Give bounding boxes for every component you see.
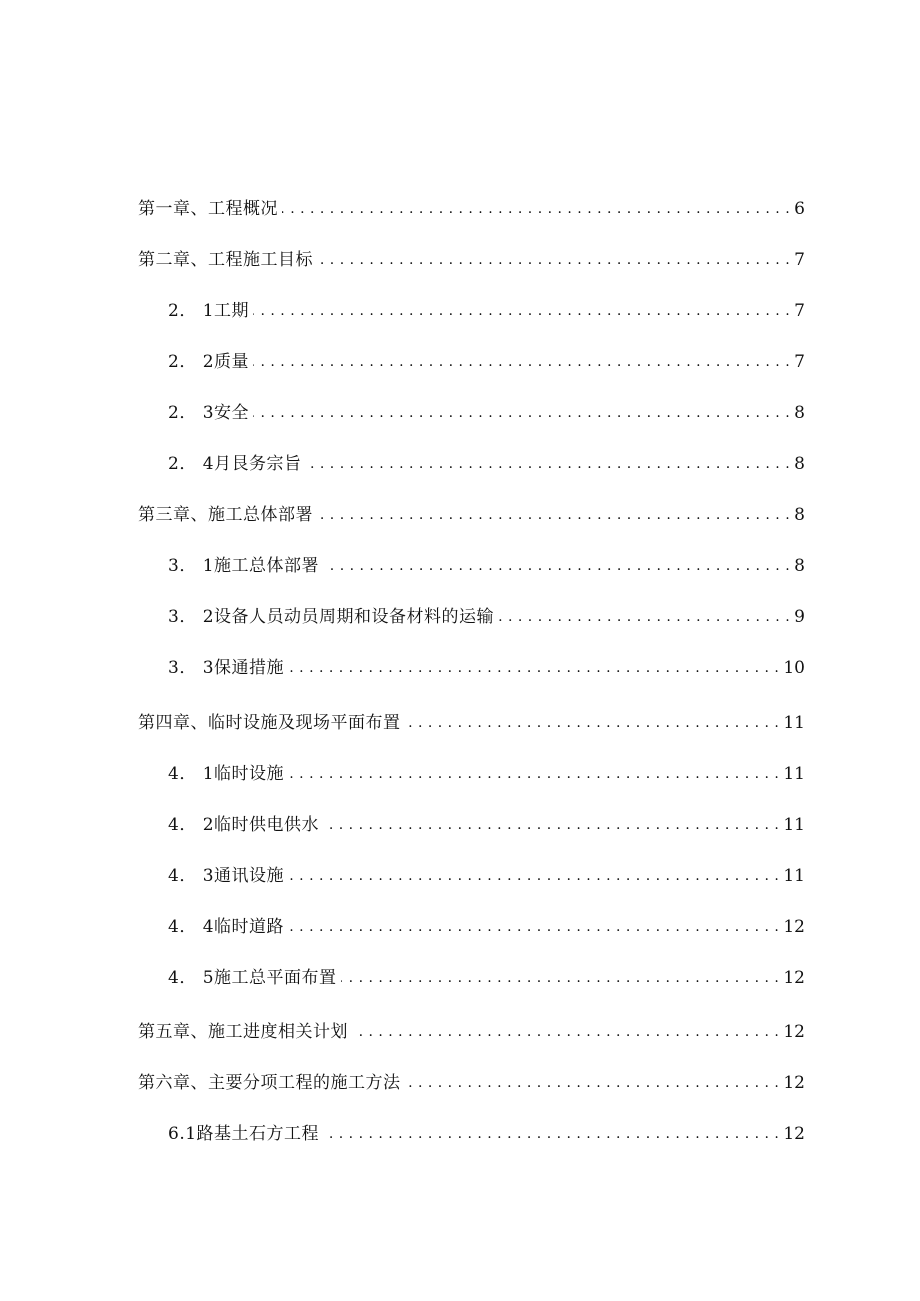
toc-entry-label: 2． 4月艮务宗旨 bbox=[168, 454, 302, 474]
toc-entry-label: 6.1路基土石方工程 bbox=[168, 1124, 320, 1144]
toc-dot-leader bbox=[288, 662, 779, 674]
toc-entry-section-2-4[interactable] bbox=[168, 441, 805, 475]
toc-entry-label: 第四章、临时设施及现场平面布置 bbox=[138, 713, 401, 733]
toc-entry-label: 4． 4临时道路 bbox=[168, 917, 285, 937]
toc-entry-section-2-3[interactable] bbox=[168, 390, 805, 424]
toc-dot-leader bbox=[288, 921, 779, 933]
toc-entry-label: 第一章、工程概况 bbox=[138, 199, 278, 219]
toc-dot-leader bbox=[253, 305, 790, 317]
toc-page-number: 7 bbox=[794, 352, 805, 372]
toc-page-number: 7 bbox=[794, 250, 805, 270]
toc-entry-chapter-2[interactable] bbox=[138, 237, 805, 271]
toc-entry-chapter-6[interactable] bbox=[138, 1060, 805, 1094]
toc-page-number: 12 bbox=[783, 1073, 805, 1093]
toc-dot-leader bbox=[253, 356, 790, 368]
toc-dot-leader bbox=[282, 203, 790, 215]
toc-page-number: 6 bbox=[794, 199, 805, 219]
toc-entry-section-4-4[interactable] bbox=[168, 904, 805, 938]
toc-entry-label: 4． 3通讯设施 bbox=[168, 866, 285, 886]
toc-page-number: 12 bbox=[783, 1124, 805, 1144]
toc-entry-label: 第五章、施工进度相关计划 bbox=[138, 1022, 348, 1042]
toc-page-number: 8 bbox=[794, 454, 805, 474]
toc-entry-chapter-1[interactable] bbox=[138, 186, 805, 220]
toc-page-number: 8 bbox=[794, 556, 805, 576]
toc-entry-section-4-2[interactable] bbox=[168, 802, 805, 836]
toc-entry-label: 第二章、工程施工目标 bbox=[138, 250, 313, 270]
toc-entry-section-4-1[interactable] bbox=[168, 751, 805, 785]
toc-dot-leader bbox=[352, 1026, 779, 1038]
toc-dot-leader bbox=[306, 458, 791, 470]
toc-entry-chapter-3[interactable] bbox=[138, 492, 805, 526]
toc-entry-label: 3． 2设备人员动员周期和设备材料的运输 bbox=[168, 607, 495, 627]
toc-dot-leader bbox=[288, 870, 779, 882]
toc-entry-section-4-3[interactable] bbox=[168, 853, 805, 887]
toc-entry-chapter-4[interactable] bbox=[138, 700, 805, 734]
toc-entry-label: 2． 3安全 bbox=[168, 403, 250, 423]
toc-dot-leader bbox=[323, 1128, 779, 1140]
toc-dot-leader bbox=[405, 717, 780, 729]
toc-dot-leader bbox=[323, 819, 779, 831]
toc-page-number: 12 bbox=[783, 917, 805, 937]
toc-entry-label: 4． 5施工总平面布置 bbox=[168, 968, 337, 988]
toc-entry-section-6-1[interactable] bbox=[168, 1111, 805, 1145]
toc-entry-label: 3． 1施工总体部署 bbox=[168, 556, 320, 576]
toc-page-number: 8 bbox=[794, 505, 805, 525]
toc-dot-leader bbox=[253, 407, 790, 419]
toc-dot-leader bbox=[498, 611, 790, 623]
toc-entry-section-2-2[interactable] bbox=[168, 339, 805, 373]
toc-entry-label: 2． 1工期 bbox=[168, 301, 250, 321]
toc-entry-label: 第六章、主要分项工程的施工方法 bbox=[138, 1073, 401, 1093]
toc-entry-label: 第三章、施工总体部署 bbox=[138, 505, 313, 525]
toc-entry-label: 3． 3保通措施 bbox=[168, 658, 285, 678]
toc-entry-section-2-1[interactable] bbox=[168, 288, 805, 322]
toc-entry-chapter-5[interactable] bbox=[138, 1009, 805, 1043]
toc-entry-label: 2． 2质量 bbox=[168, 352, 250, 372]
toc-entry-label: 4． 1临时设施 bbox=[168, 764, 285, 784]
toc-dot-leader bbox=[317, 509, 790, 521]
toc-entry-section-3-1[interactable] bbox=[168, 543, 805, 577]
toc-page-number: 12 bbox=[783, 1022, 805, 1042]
toc-dot-leader bbox=[317, 254, 790, 266]
toc-page-number: 12 bbox=[783, 968, 805, 988]
toc-dot-leader bbox=[288, 768, 779, 780]
toc-page-number: 10 bbox=[783, 658, 805, 678]
toc-page-number: 8 bbox=[794, 403, 805, 423]
toc-page-number: 11 bbox=[783, 815, 805, 835]
toc-dot-leader bbox=[323, 560, 790, 572]
toc-dot-leader bbox=[405, 1077, 780, 1089]
toc-dot-leader bbox=[341, 972, 780, 984]
toc-page-number: 11 bbox=[783, 866, 805, 886]
toc-page-number: 11 bbox=[783, 713, 805, 733]
toc-entry-section-3-2[interactable] bbox=[168, 594, 805, 628]
toc-page-number: 11 bbox=[783, 764, 805, 784]
toc-entry-section-3-3[interactable] bbox=[168, 645, 805, 679]
toc-page-number: 9 bbox=[794, 607, 805, 627]
toc-page-number: 7 bbox=[794, 301, 805, 321]
toc-entry-section-4-5[interactable] bbox=[168, 955, 805, 989]
toc-entry-label: 4． 2临时供电供水 bbox=[168, 815, 320, 835]
